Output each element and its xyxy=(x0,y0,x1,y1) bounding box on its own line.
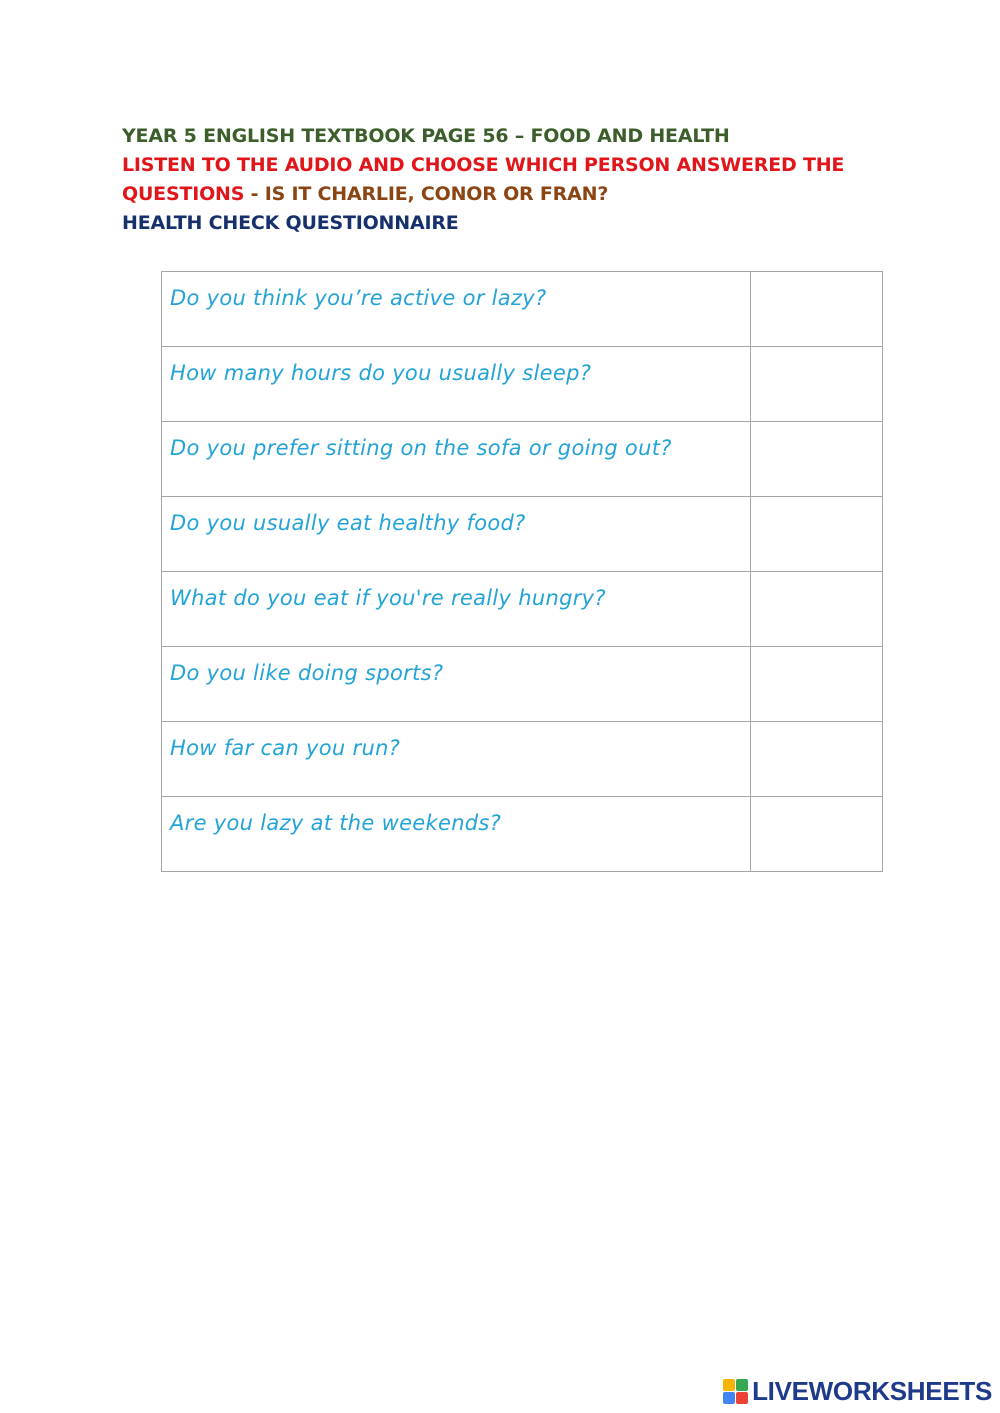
question-cell: Do you like doing sports? xyxy=(162,647,751,722)
instruction-line-2 xyxy=(122,180,902,209)
table-row xyxy=(162,422,883,497)
answer-cell[interactable] xyxy=(751,347,883,422)
answer-cell[interactable] xyxy=(751,572,883,647)
table-row xyxy=(162,797,883,872)
liveworksheets-logo-icon xyxy=(723,1379,748,1404)
answer-cell[interactable] xyxy=(751,647,883,722)
table-row xyxy=(162,647,883,722)
answer-cell[interactable] xyxy=(751,722,883,797)
table-row xyxy=(162,272,883,347)
answer-cell[interactable] xyxy=(751,497,883,572)
question-cell: What do you eat if you're really hungry? xyxy=(162,572,751,647)
answer-cell[interactable] xyxy=(751,272,883,347)
logo-text: LIVEWORKSHEETS xyxy=(752,1376,992,1406)
table-row xyxy=(162,497,883,572)
table-row xyxy=(162,722,883,797)
worksheet-header xyxy=(122,122,902,238)
instruction-questions-word: QUESTIONS xyxy=(122,183,245,205)
instruction-line: LISTEN TO THE AUDIO AND CHOOSE WHICH PERSON ANSWERED THE xyxy=(122,154,845,176)
questionnaire-title: HEALTH CHECK QUESTIONNAIRE xyxy=(122,212,459,234)
question-cell: Do you think you’re active or lazy? xyxy=(162,272,751,347)
answer-cell[interactable] xyxy=(751,422,883,497)
liveworksheets-logo xyxy=(723,1376,992,1407)
question-cell: Do you prefer sitting on the sofa or going out? xyxy=(162,422,751,497)
questionnaire-table xyxy=(161,271,883,872)
question-cell: Do you usually eat healthy food? xyxy=(162,497,751,572)
table-row xyxy=(162,347,883,422)
answer-cell[interactable] xyxy=(751,797,883,872)
question-cell: How many hours do you usually sleep? xyxy=(162,347,751,422)
table-row xyxy=(162,572,883,647)
instruction-choices: - IS IT CHARLIE, CONOR OR FRAN? xyxy=(244,183,609,205)
question-cell: Are you lazy at the weekends? xyxy=(162,797,751,872)
question-cell: How far can you run? xyxy=(162,722,751,797)
title-line: YEAR 5 ENGLISH TEXTBOOK PAGE 56 – FOOD AND HEALTH xyxy=(122,125,730,147)
